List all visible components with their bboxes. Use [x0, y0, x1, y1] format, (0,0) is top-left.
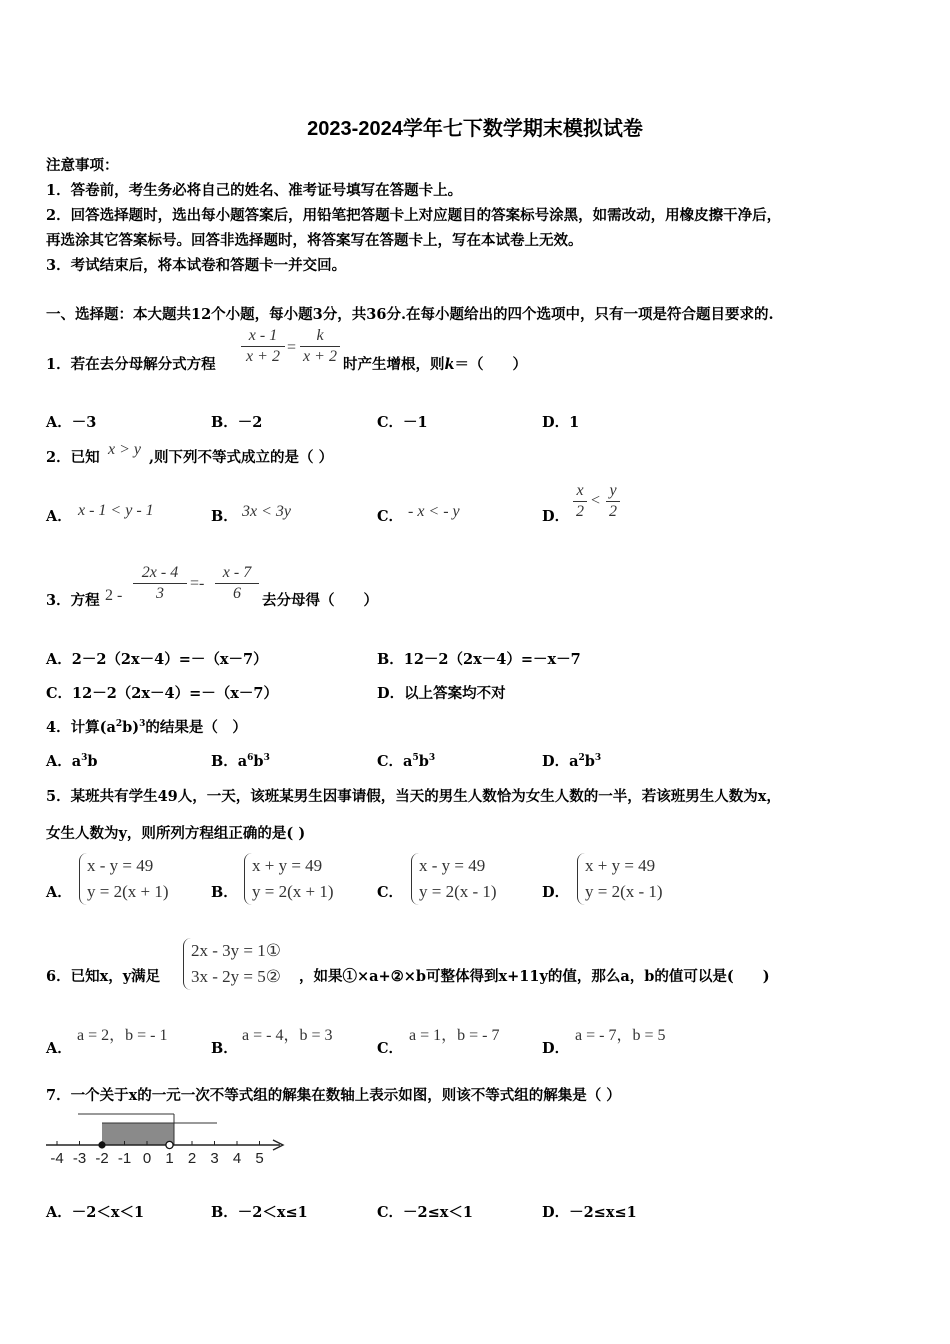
q1-suffix2: ＝（ ）	[454, 356, 528, 373]
q2-option-c[interactable]: - x < - y	[408, 503, 460, 520]
q3-fraction-right	[215, 563, 259, 604]
q7-option-d[interactable]: D．－2≤x≤1	[542, 1204, 637, 1221]
q1-equals: =	[287, 339, 297, 356]
q7-tick-label: -3	[72, 1150, 87, 1167]
q6-label-b[interactable]: B．	[211, 1040, 238, 1057]
q6-eq2: 3x - 2y = 5②	[191, 967, 281, 986]
q7-option-c[interactable]: C．－2≤x＜1	[377, 1204, 474, 1221]
q1-suffix-text: 时产生增根，则	[343, 356, 445, 373]
q5-c-eq2: y = 2(x - 1)	[419, 882, 497, 901]
q4-option-b[interactable]: B．$a^6b^3$	[211, 753, 270, 770]
notice-item-2: 2．回答选择题时，选出每小题答案后，用铅笔把答题卡上对应题目的答案标号涂黑，如需改动，用橡皮擦干净后，	[46, 207, 782, 224]
q3-f1-den: 3	[156, 585, 164, 602]
q4-option-c[interactable]: C．$a^5b^3$	[377, 753, 436, 770]
q2-d-frac-right[interactable]	[606, 481, 620, 522]
q7-tick-label: 3	[210, 1150, 219, 1167]
q5-d-eq1: x + y = 49	[585, 856, 656, 875]
q3-lead: 2 -	[105, 587, 123, 604]
q1-frac1-den: x + 2	[246, 348, 280, 365]
q2-condition: x > y	[108, 441, 141, 458]
q6-system	[183, 938, 281, 990]
q5-label-b[interactable]: B．	[211, 884, 238, 901]
q6-label-d[interactable]: D．	[542, 1040, 570, 1057]
q1-option-d[interactable]: D．1	[542, 414, 580, 431]
q1-frac1-num: x - 1	[248, 327, 278, 344]
q2-option-a[interactable]: x - 1 < y - 1	[78, 502, 154, 519]
q2-d-den1: 2	[576, 503, 584, 520]
q5-system-b[interactable]	[244, 853, 334, 905]
q7-tick-label: -2	[95, 1150, 109, 1167]
q7-open-endpoint	[166, 1141, 173, 1148]
q1-suffix	[343, 353, 527, 374]
q6-prefix: 6．已知x，y满足	[46, 968, 161, 985]
q5-d-eq2: y = 2(x - 1)	[585, 882, 663, 901]
q5-a-eq1: x - y = 49	[87, 856, 154, 875]
q5-label-d[interactable]: D．	[542, 884, 570, 901]
q2-d-op: <	[591, 492, 601, 509]
q4-exp2: 3	[139, 719, 146, 730]
q6-option-c[interactable]: a = 1，b = - 7	[409, 1027, 500, 1044]
q7-option-b[interactable]: B．－2＜x≤1	[211, 1204, 308, 1221]
notice-item-3: 3．考试结束后，将本试卷和答题卡一并交回。	[46, 257, 347, 274]
q7-tick-label: 0	[142, 1150, 152, 1167]
q6-label-a[interactable]: A．	[46, 1040, 72, 1057]
q5-line-1: 5．某班共有学生49人，一天，该班某男生因事请假，当天的男生人数恰为女生人数的一半，若该班男生人数为x，	[46, 788, 781, 805]
q7-interval-shade	[102, 1123, 174, 1145]
q4-option-a[interactable]: A．$a^3b$	[46, 753, 98, 770]
q5-label-a[interactable]: A．	[46, 884, 72, 901]
q1-option-b[interactable]: B．－2	[211, 414, 263, 431]
q7-tick-label: 5	[255, 1150, 264, 1167]
q3-option-a[interactable]: A．2－2（2x－4）=－（x－7）	[46, 651, 268, 668]
q1-prefix: 1．若在去分母解分式方程	[46, 356, 216, 373]
q3-fraction-left	[133, 563, 187, 604]
q5-a-eq2: y = 2(x + 1)	[87, 882, 169, 901]
q2-d-num1: x	[576, 482, 584, 499]
q5-label-c[interactable]: C．	[377, 884, 404, 901]
q5-system-a[interactable]	[79, 853, 169, 905]
q3-option-d[interactable]: D．以上答案均不对	[377, 685, 506, 702]
notice-item-2-cont: 再选涂其它答案标号。回答非选择题时，将答案写在答题卡上，写在本试卷上无效。	[46, 232, 583, 249]
page-title: 2023-2024学年七下数学期末模拟试卷	[307, 118, 643, 140]
q7-number-line	[40, 1108, 290, 1168]
q7-tick-label: -4	[50, 1150, 64, 1167]
q7-closed-endpoint	[98, 1141, 105, 1148]
q2-option-b[interactable]: 3x < 3y	[242, 503, 291, 520]
q7-tick-label: 4	[232, 1150, 242, 1167]
section-heading: 一、选择题：本大题共12个小题，每小题3分，共36分.在每小题给出的四个选项中，只有一项是符合题目要求的.	[46, 306, 774, 323]
q4-text-pre: 4．计算(a	[46, 719, 116, 736]
q1-k: k	[444, 356, 455, 373]
q2-d-frac-left[interactable]	[573, 481, 587, 522]
q2-prefix: 2．已知	[46, 449, 100, 466]
q2-label-c[interactable]: C．	[377, 508, 404, 525]
notice-item-1: 1．答卷前，考生务必将自己的姓名、准考证号填写在答题卡上。	[46, 182, 463, 199]
q2-d-den2: 2	[609, 503, 617, 520]
q2-d-num2: y	[609, 482, 617, 499]
q1-fraction-right	[300, 326, 340, 367]
q5-system-c[interactable]	[411, 853, 497, 905]
q6-suffix: ，如果①×a+②×b可整体得到x+11y的值，那么a，b的值可以是( )	[299, 968, 770, 985]
q7-tick-label: 2	[187, 1150, 197, 1167]
q3-f2-den: 6	[233, 585, 241, 602]
q1-option-c[interactable]: C．－1	[377, 414, 428, 431]
q3-suffix: 去分母得（ ）	[262, 592, 378, 609]
q6-option-d[interactable]: a = - 7，b = 5	[575, 1027, 666, 1044]
q6-label-c[interactable]: C．	[377, 1040, 404, 1057]
q2-label-a[interactable]: A．	[46, 508, 72, 525]
q1-frac2-num: k	[316, 327, 324, 344]
q7-tick-label: 1	[165, 1150, 174, 1167]
q1-fraction-left	[241, 326, 285, 367]
q4-text-post: 的结果是（ ）	[145, 719, 247, 736]
q3-option-b[interactable]: B．12－2（2x－4）=－x－7	[377, 651, 581, 668]
q4-option-d[interactable]: D．$a^2b^3$	[542, 753, 602, 770]
q5-b-eq2: y = 2(x + 1)	[252, 882, 334, 901]
q7-question: 7．一个关于x的一元一次不等式组的解集在数轴上表示如图，则该不等式组的解集是（ ）	[46, 1087, 621, 1104]
q3-equals: =-	[190, 575, 205, 592]
q4-text-mid: b)	[122, 719, 140, 736]
q5-b-eq1: x + y = 49	[252, 856, 323, 875]
q6-eq1: 2x - 3y = 1①	[191, 941, 281, 960]
q5-system-d[interactable]	[577, 853, 663, 905]
q1-frac2-den: x + 2	[303, 348, 337, 365]
q3-f2-num: x - 7	[222, 564, 252, 581]
q6-option-a[interactable]: a = 2，b = - 1	[77, 1027, 168, 1044]
q5-line-2: 女生人数为y，则所列方程组正确的是( )	[46, 825, 306, 842]
q3-f1-num: 2x - 4	[141, 564, 179, 581]
q4-question	[46, 716, 247, 737]
q5-c-eq1: x - y = 49	[419, 856, 486, 875]
q2-label-b[interactable]: B．	[211, 508, 238, 525]
q6-option-b[interactable]: a = - 4，b = 3	[242, 1027, 333, 1044]
q7-option-a[interactable]: A．－2＜x＜1	[46, 1204, 145, 1221]
q7-tick-labels	[50, 1150, 263, 1167]
q3-option-c[interactable]: C．12－2（2x－4）=－（x－7）	[46, 685, 279, 702]
q3-prefix: 3．方程	[46, 592, 100, 609]
notice-heading: 注意事项：	[46, 157, 119, 174]
q4-exp1: 2	[115, 719, 123, 730]
q7-tick-label: -1	[117, 1150, 132, 1167]
q2-label-d[interactable]: D．	[542, 508, 570, 525]
q1-option-a[interactable]: A．－3	[46, 414, 97, 431]
q2-suffix: ,则下列不等式成立的是（ ）	[149, 449, 334, 466]
